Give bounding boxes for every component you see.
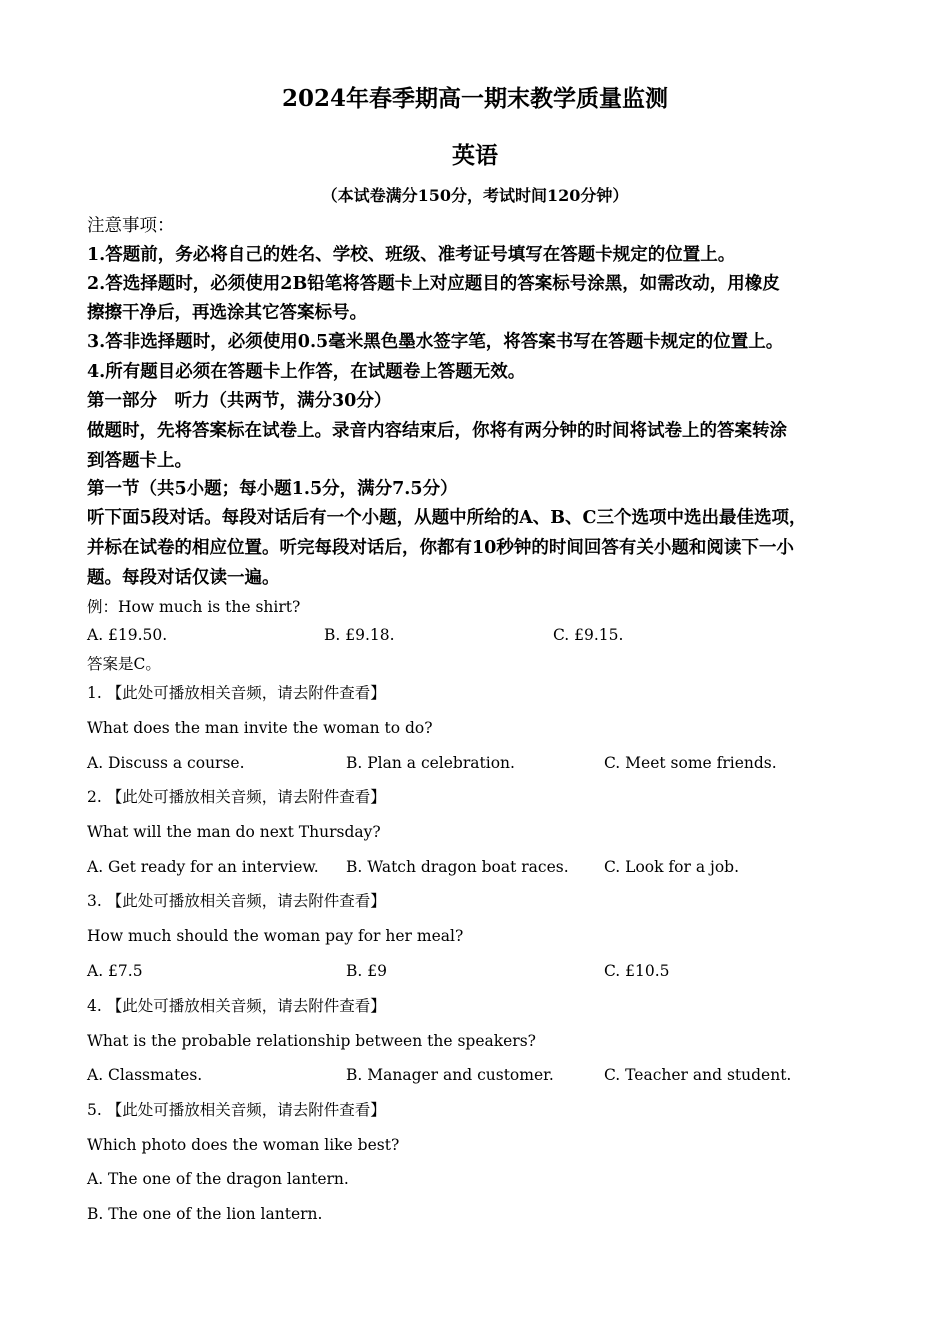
- option-c: C. Look for a job.: [604, 858, 739, 876]
- option-a: A. Classmates.: [87, 1066, 203, 1084]
- exam-note: （本试卷满分150分，考试时间120分钟）: [321, 186, 629, 205]
- notice-item: 1.答题前，务必将自己的姓名、学校、班级、准考证号填写在答题卡规定的位置上。: [87, 245, 736, 265]
- option-a: A. £7.5: [87, 962, 143, 980]
- question-prompt: What is the probable relationship between the speakers?: [87, 1032, 536, 1050]
- option-a: A. Discuss a course.: [87, 754, 245, 772]
- part1-heading: 第一部分 听力（共两节，满分30分）: [87, 391, 392, 411]
- option-c: C. Teacher and student.: [604, 1066, 792, 1084]
- section-instruction: 题。每段对话仅读一遍。: [87, 568, 280, 588]
- section-instruction: 并标在试卷的相应位置。听完每段对话后，你都有10秒钟的时间回答有关小题和阅读下一小: [87, 538, 794, 558]
- option-b: B. The one of the lion lantern.: [87, 1205, 323, 1223]
- question-number: 1.: [87, 684, 102, 702]
- question-audio-line: [87, 890, 386, 912]
- option-c: C. Meet some friends.: [604, 754, 777, 772]
- option-b: B. Manager and customer.: [346, 1066, 554, 1084]
- option-b: B. £9: [346, 962, 387, 980]
- notice-item: 4.所有题目必须在答题卡上作答，在试题卷上答题无效。: [87, 362, 526, 382]
- question-number: 5.: [87, 1101, 102, 1119]
- page-title: 2024年春季期高一期末教学质量监测: [281, 85, 668, 112]
- audio-placeholder[interactable]: 【此处可播放相关音频，请去附件查看】: [106, 1101, 386, 1119]
- option-b: B. Plan a celebration.: [346, 754, 515, 772]
- part1-instruction: 做题时，先将答案标在试卷上。录音内容结束后，你将有两分钟的时间将试卷上的答案转涂: [87, 421, 787, 441]
- example-option-a: A. £19.50.: [87, 626, 168, 644]
- audio-placeholder[interactable]: 【此处可播放相关音频，请去附件查看】: [106, 684, 386, 702]
- notice-item: 擦擦干净后，再选涂其它答案标号。: [87, 303, 367, 323]
- question-audio-line: [87, 786, 386, 808]
- option-c: C. £10.5: [604, 962, 670, 980]
- question-prompt: What does the man invite the woman to do?: [87, 719, 433, 737]
- question-prompt: How much should the woman pay for her meal?: [87, 927, 464, 945]
- example-question: 例：How much is the shirt?: [87, 598, 301, 616]
- option-a: A. The one of the dragon lantern.: [87, 1170, 349, 1188]
- part1-instruction: 到答题卡上。: [87, 451, 192, 471]
- notice-heading: 注意事项：: [87, 216, 175, 236]
- section-instruction: 听下面5段对话。每段对话后有一个小题，从题中所给的A、B、C三个选项中选出最佳选项，: [87, 508, 807, 528]
- section-heading: 第一节（共5小题；每小题1.5分，满分7.5分）: [87, 479, 458, 499]
- question-audio-line: [87, 995, 386, 1017]
- notice-item: 3.答非选择题时，必须使用0.5毫米黑色墨水签字笔，将答案书写在答题卡规定的位置上。: [87, 332, 784, 352]
- audio-placeholder[interactable]: 【此处可播放相关音频，请去附件查看】: [106, 788, 386, 806]
- example-option-b: B. £9.18.: [324, 626, 395, 644]
- question-number: 2.: [87, 788, 102, 806]
- question-number: 3.: [87, 892, 102, 910]
- audio-placeholder[interactable]: 【此处可播放相关音频，请去附件查看】: [106, 997, 386, 1015]
- question-audio-line: [87, 1099, 386, 1121]
- option-a: A. Get ready for an interview.: [87, 858, 319, 876]
- question-prompt: Which photo does the woman like best?: [87, 1136, 400, 1154]
- audio-placeholder[interactable]: 【此处可播放相关音频，请去附件查看】: [106, 892, 386, 910]
- option-b: B. Watch dragon boat races.: [346, 858, 569, 876]
- question-audio-line: [87, 682, 386, 704]
- example-option-c: C. £9.15.: [553, 626, 624, 644]
- example-answer: 答案是C。: [87, 655, 161, 673]
- question-prompt: What will the man do next Thursday?: [87, 823, 381, 841]
- subject-title: 英语: [452, 142, 498, 169]
- notice-item: 2.答选择题时，必须使用2B铅笔将答题卡上对应题目的答案标号涂黑，如需改动，用橡皮: [87, 274, 780, 294]
- question-number: 4.: [87, 997, 102, 1015]
